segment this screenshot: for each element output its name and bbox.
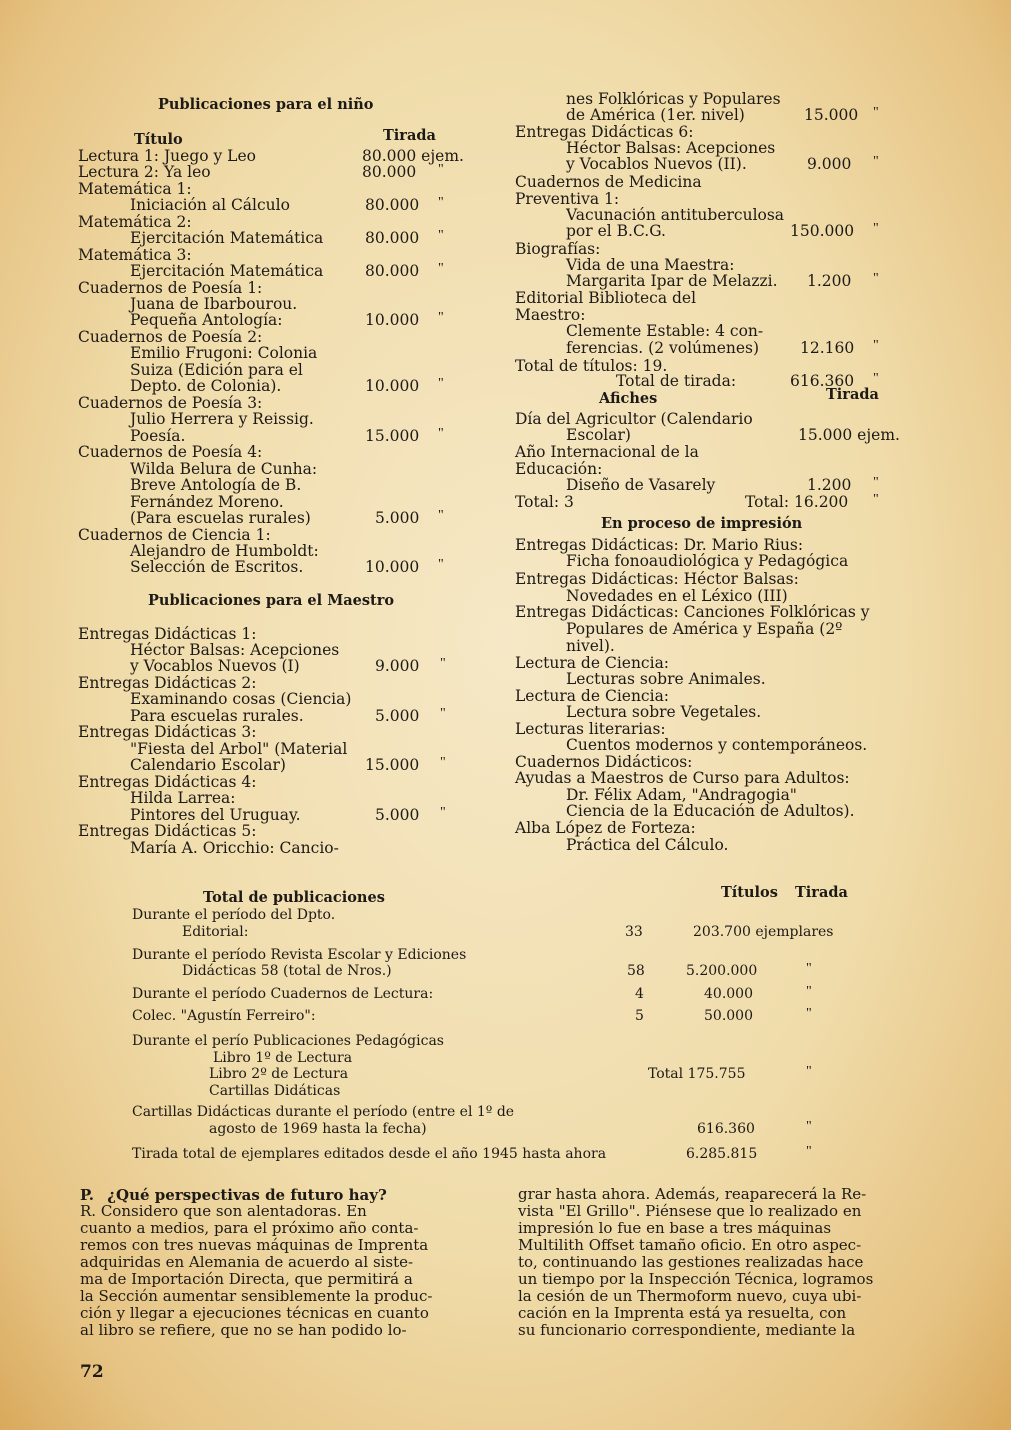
entry-title: Cuadernos de Poesía 1: (78, 279, 263, 297)
entry-tirada: 15.000 ejem. (798, 426, 900, 444)
answer-line: impresión lo fue en base a tres máquinas (518, 1219, 832, 1237)
entry-title: María A. Oricchio: Cancio- (130, 839, 339, 857)
entry-title: Ejercitación Matemática (130, 262, 324, 280)
ditto-mark: " (873, 105, 879, 120)
entry-title: Breve Antología de B. (130, 476, 302, 494)
answer-line: un tiempo por la Inspección Técnica, logramos (518, 1270, 874, 1288)
page-number: 72 (80, 1362, 104, 1382)
totals-row-label: Durante el período Cuadernos de Lectura: (132, 986, 434, 1002)
ditto-mark: " (806, 961, 812, 976)
totals-row-titulos: 33 (625, 924, 643, 940)
entry-title: Clemente Estable: 4 con- (566, 322, 764, 340)
ditto-mark: " (438, 228, 444, 243)
entry-title: Selección de Escritos. (130, 558, 304, 576)
totals-row-tirada: 50.000 (704, 1008, 753, 1024)
answer-line: to, continuando las gestiones realizadas hace (518, 1253, 864, 1271)
entry-title: Pequeña Antología: (130, 311, 283, 329)
entry-tirada: 5.000 (375, 806, 420, 824)
entry-title: nes Folklóricas y Populares (566, 90, 781, 108)
entry-tirada: 9.000 (375, 657, 420, 675)
ditto-mark: " (806, 1006, 812, 1021)
totals-row-label: Colec. "Agustín Ferreiro": (132, 1008, 316, 1024)
heading-publicaciones-nino: Publicaciones para el niño (158, 96, 374, 113)
totals-row-label: Cartillas Didáticas (209, 1083, 341, 1099)
entry-title: Entregas Didácticas: Canciones Folklóricas y (515, 603, 870, 621)
entry-title: Cuadernos Didácticos: (515, 753, 693, 771)
entry-tirada: 15.000 (365, 427, 420, 445)
totals-row-label: Editorial: (182, 924, 249, 940)
ditto-mark: " (873, 271, 879, 286)
entry-tirada: 10.000 (365, 311, 420, 329)
totals-row-label: Tirada total de ejemplares editados desde el año 1945 hasta ahora (132, 1146, 607, 1162)
answer-line: R. Considero que son alentadoras. En (80, 1202, 367, 1220)
heading-en-proceso: En proceso de impresión (601, 515, 803, 532)
entry-title: Matemática 1: (78, 180, 192, 198)
ditto-mark: " (438, 376, 444, 391)
entry-title: Cuentos modernos y contemporáneos. (566, 736, 868, 754)
ditto-mark: " (438, 195, 444, 210)
ditto-mark: " (440, 805, 446, 820)
totals-row-titulos: 4 (635, 986, 644, 1002)
entry-title: Matemática 2: (78, 213, 192, 231)
entry-title: Lecturas sobre Animales. (566, 670, 766, 688)
answer-line: ma de Importación Directa, que permitirá a (80, 1270, 413, 1288)
question-text: ¿Qué perspectivas de futuro hay? (107, 1186, 387, 1204)
heading-publicaciones-maestro: Publicaciones para el Maestro (148, 592, 395, 609)
col-header-titulos: Títulos (721, 884, 778, 901)
ditto-mark: " (873, 338, 879, 353)
entry-title: Total: 3 (515, 493, 574, 511)
entry-title: Vida de una Maestra: (566, 256, 735, 274)
entry-title: Lecturas literarias: (515, 720, 666, 738)
entry-title: Ciencia de la Educación de Adultos). (566, 802, 855, 820)
entry-tirada: 12.160 (800, 339, 855, 357)
entry-title: Pintores del Uruguay. (130, 806, 301, 824)
ditto-mark: " (438, 508, 444, 523)
entry-title: Preventiva 1: (515, 190, 620, 208)
answer-line: remos con tres nuevas máquinas de Imprenta (80, 1236, 429, 1254)
entry-tirada: 15.000 (365, 756, 420, 774)
entry-title: Editorial Biblioteca del (515, 289, 697, 307)
entry-title: Cuadernos de Ciencia 1: (78, 526, 271, 544)
entry-title: "Fiesta del Arbol" (Material (130, 740, 348, 758)
entry-tirada: 80.000 (365, 262, 420, 280)
entry-tirada: 80.000 ejem. (362, 147, 464, 165)
entry-title: Ayudas a Maestros de Curso para Adultos: (515, 769, 850, 787)
ditto-mark: " (438, 310, 444, 325)
entry-tirada: 150.000 (790, 222, 855, 240)
entry-title: Lectura sobre Vegetales. (566, 703, 762, 721)
entry-title: Práctica del Cálculo. (566, 836, 729, 854)
entry-title: Escolar) (566, 426, 631, 444)
ditto-mark: " (440, 656, 446, 671)
entry-tirada: Total: 16.200 (745, 493, 849, 511)
entry-tirada: 1.200 (807, 476, 852, 494)
entry-title: Julio Herrera y Reissig. (130, 410, 314, 428)
entry-title: Juana de Ibarbourou. (130, 295, 298, 313)
totals-row-tirada: 40.000 (704, 986, 753, 1002)
heading-total-publicaciones: Total de publicaciones (203, 889, 385, 906)
totals-row-label: Durante el período Revista Escolar y Ediciones (132, 947, 467, 963)
totals-row-label: agosto de 1969 hasta la fecha) (209, 1121, 427, 1137)
entry-title: Ejercitación Matemática (130, 229, 324, 247)
ditto-mark: " (806, 1144, 812, 1159)
entry-title: Novedades en el Léxico (III) (566, 587, 788, 605)
entry-title: por el B.C.G. (566, 222, 666, 240)
entry-title: Total de títulos: 19. (515, 357, 668, 375)
ditto-mark: " (873, 371, 879, 386)
totals-row-titulos: 58 (627, 963, 645, 979)
entry-title: Depto. de Colonia). (130, 377, 282, 395)
ditto-mark: " (873, 221, 879, 236)
ditto-mark: " (438, 426, 444, 441)
entry-title: Cuadernos de Poesía 3: (78, 394, 263, 412)
entry-title: Cuadernos de Medicina (515, 173, 702, 191)
entry-title: y Vocablos Nuevos (I) (130, 657, 300, 675)
entry-title: Alba López de Forteza: (515, 819, 696, 837)
answer-line: la Sección aumentar sensiblemente la produc- (80, 1287, 433, 1305)
entry-tirada: 80.000 (365, 229, 420, 247)
entry-title: Año Internacional de la (515, 443, 699, 461)
ditto-mark: " (806, 1119, 812, 1134)
entry-title: Populares de América y España (2º (566, 620, 843, 638)
entry-tirada: 1.200 (807, 272, 852, 290)
entry-tirada: 10.000 (365, 377, 420, 395)
entry-title: Hilda Larrea: (130, 789, 236, 807)
entry-title: Examinando cosas (Ciencia) (130, 690, 352, 708)
answer-line: adquiridas en Alemania de acuerdo al siste- (80, 1253, 414, 1271)
entry-tirada: 80.000 (365, 196, 420, 214)
entry-tirada: 5.000 (375, 509, 420, 527)
totals-row-label: Didácticas 58 (total de Nros.) (182, 963, 392, 979)
totals-row-tirada: 6.285.815 (686, 1146, 758, 1162)
entry-title: Suiza (Edición para el (130, 361, 303, 379)
totals-row-label: Durante el perío Publicaciones Pedagógicas (132, 1033, 444, 1049)
entry-title: Lectura 1: Juego y Leo (78, 147, 256, 165)
entry-title: Entregas Didácticas 5: (78, 822, 257, 840)
col-header-titulo: Título (134, 131, 183, 148)
ditto-mark: " (438, 557, 444, 572)
answer-line: la cesión de un Thermoform nuevo, cuya ubi- (518, 1287, 862, 1305)
totals-row-label: Durante el período del Dpto. (132, 907, 336, 923)
ditto-mark: " (440, 706, 446, 721)
ditto-mark: " (438, 261, 444, 276)
entry-title: ferencias. (2 volúmenes) (566, 339, 760, 357)
entry-tirada: 616.360 (790, 372, 855, 390)
heading-afiches: Afiches (599, 390, 658, 407)
entry-title: Héctor Balsas: Acepciones (566, 139, 776, 157)
entry-title: Calendario Escolar) (130, 756, 286, 774)
entry-title: Lectura de Ciencia: (515, 654, 670, 672)
entry-tirada: 15.000 (804, 106, 859, 124)
ditto-mark: " (806, 1064, 812, 1079)
entry-title: Margarita Ipar de Melazzi. (566, 272, 778, 290)
entry-title: Fernández Moreno. (130, 493, 284, 511)
entry-title: Cuadernos de Poesía 2: (78, 328, 263, 346)
totals-row-tirada: 5.200.000 (686, 963, 758, 979)
totals-row-tirada: 203.700 ejemplares (693, 924, 834, 940)
entry-title: de América (1er. nivel) (566, 106, 745, 124)
entry-title: Entregas Didácticas 3: (78, 723, 257, 741)
entry-title: Héctor Balsas: Acepciones (130, 641, 340, 659)
entry-title: Dr. Félix Adam, "Andragogia" (566, 786, 797, 804)
entry-title: Entregas Didácticas: Héctor Balsas: (515, 570, 799, 588)
ditto-mark: " (440, 755, 446, 770)
totals-row-label: Libro 2º de Lectura (209, 1066, 349, 1082)
ditto-mark: " (438, 162, 444, 177)
answer-line: vista "El Grillo". Piénsese que lo realizado en (518, 1202, 862, 1220)
entry-title: Iniciación al Cálculo (130, 196, 290, 214)
entry-tirada: 9.000 (807, 155, 852, 173)
totals-row-label: Libro 1º de Lectura (213, 1050, 353, 1066)
totals-row-titulos: 5 (635, 1008, 644, 1024)
answer-line: Multilith Offset tamaño oficio. En otro aspec- (518, 1236, 862, 1254)
entry-title: Cuadernos de Poesía 4: (78, 443, 263, 461)
entry-title: Entregas Didácticas: Dr. Mario Rius: (515, 536, 804, 554)
ditto-mark: " (873, 154, 879, 169)
entry-title: Alejandro de Humboldt: (130, 542, 319, 560)
entry-title: Biografías: (515, 240, 601, 258)
question-label: P. (80, 1186, 95, 1204)
entry-title: Entregas Didácticas 6: (515, 123, 694, 141)
answer-line: cación en la Imprenta está ya resuelta, con (518, 1304, 847, 1322)
entry-tirada: 5.000 (375, 707, 420, 725)
totals-row-label: Cartillas Didácticas durante el período (entre el 1º de (132, 1104, 515, 1120)
entry-title: Maestro: (515, 306, 586, 324)
entry-title: Día del Agricultor (Calendario (515, 410, 753, 428)
entry-title: Emilio Frugoni: Colonia (130, 344, 318, 362)
entry-tirada: 10.000 (365, 558, 420, 576)
col-header-afiches-tirada: Tirada (826, 386, 879, 403)
answer-line: su funcionario correspondiente, mediante la (518, 1321, 856, 1339)
col-header-totals-tirada: Tirada (795, 884, 848, 901)
entry-title: Educación: (515, 460, 603, 478)
entry-title: Para escuelas rurales. (130, 707, 304, 725)
entry-title: Vacunación antituberculosa (566, 206, 785, 224)
answer-line: grar hasta ahora. Además, reaparecerá la Re- (518, 1185, 867, 1203)
answer-line: ción y llegar a ejecuciones técnicas en cuanto (80, 1304, 429, 1322)
entry-title: Entregas Didácticas 2: (78, 674, 257, 692)
totals-row-tirada: Total 175.755 (648, 1066, 746, 1082)
entry-tirada: 80.000 (362, 163, 417, 181)
entry-title: Lectura de Ciencia: (515, 687, 670, 705)
ditto-mark: " (873, 492, 879, 507)
answer-line: cuanto a medios, para el próximo año conta- (80, 1219, 419, 1237)
ditto-mark: " (873, 475, 879, 490)
entry-title: Diseño de Vasarely (566, 476, 716, 494)
totals-row-tirada: 616.360 (697, 1121, 755, 1137)
entry-title: Wilda Belura de Cunha: (130, 460, 318, 478)
entry-title: y Vocablos Nuevos (II). (566, 155, 747, 173)
entry-title: Entregas Didácticas 1: (78, 625, 257, 643)
col-header-tirada: Tirada (383, 127, 436, 144)
entry-title: nivel). (566, 637, 615, 655)
entry-title: Ficha fonoaudiológica y Pedagógica (566, 552, 849, 570)
entry-title: (Para escuelas rurales) (130, 509, 311, 527)
answer-line: al libro se refiere, que no se han podido lo- (80, 1321, 407, 1339)
ditto-mark: " (806, 984, 812, 999)
entry-title: Matemática 3: (78, 246, 192, 264)
entry-title: Poesía. (130, 427, 186, 445)
entry-title: Lectura 2: Ya leo (78, 163, 211, 181)
entry-title: Entregas Didácticas 4: (78, 773, 257, 791)
entry-title: Total de tirada: (616, 372, 737, 390)
